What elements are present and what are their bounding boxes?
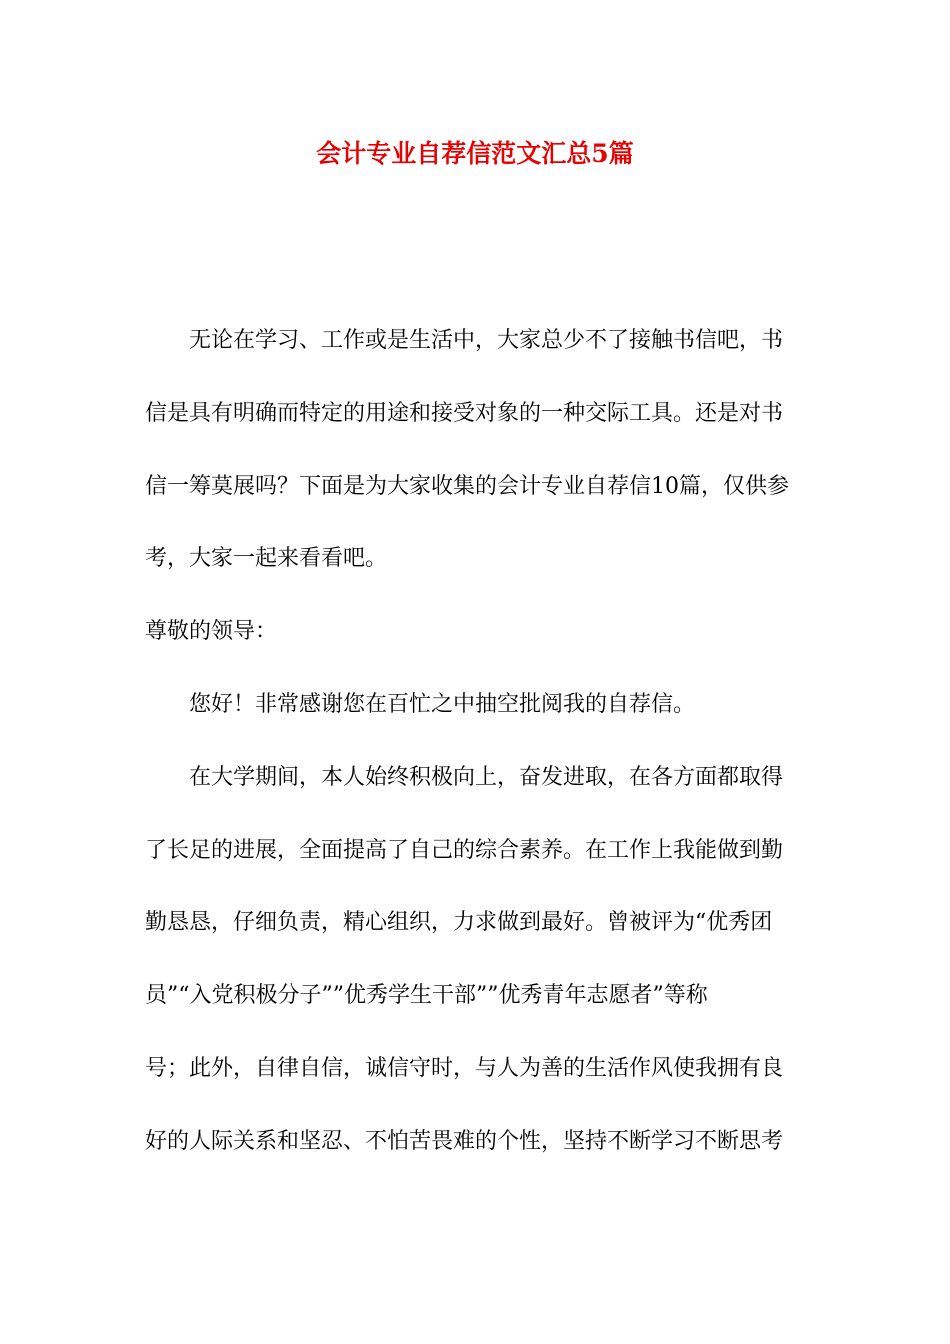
paragraph-line: 信是具有明确而特定的用途和接受对象的一种交际工具。还是对书	[145, 400, 784, 426]
document-title: 会计专业自荐信范文汇总5篇	[316, 139, 634, 168]
paragraph-line: 信一筹莫展吗？下面是为大家收集的会计专业自荐信10篇，仅供参	[145, 473, 789, 499]
document-body	[145, 323, 810, 1197]
paragraph-line: 勤恳恳，仔细负责，精心组织，力求做到最好。曾被评为“优秀团	[145, 910, 773, 936]
paragraph-line: 了长足的进展，全面提高了自己的综合素养。在工作上我能做到勤	[145, 837, 784, 863]
paragraph-line: 号；此外，自律自信，诚信守时，与人为善的生活作风使我拥有良	[145, 1055, 784, 1081]
greeting-line: 您好！非常感谢您在百忙之中抽空批阅我的自荐信。	[189, 691, 696, 717]
paragraph-line: 考，大家一起来看看吧。	[145, 546, 388, 572]
paragraph-line: 在大学期间，本人始终积极向上，奋发进取，在各方面都取得	[189, 764, 784, 790]
paragraph-line: 员”“入党积极分子””优秀学生干部””优秀青年志愿者”等称	[145, 983, 708, 1009]
paragraph-line: 好的人际关系和坚忍、不怕苦畏难的个性，坚持不断学习不断思考	[145, 1128, 784, 1154]
salutation-line: 尊敬的领导：	[145, 619, 278, 645]
paragraph-line: 无论在学习、工作或是生活中，大家总少不了接触书信吧，书	[189, 328, 784, 353]
